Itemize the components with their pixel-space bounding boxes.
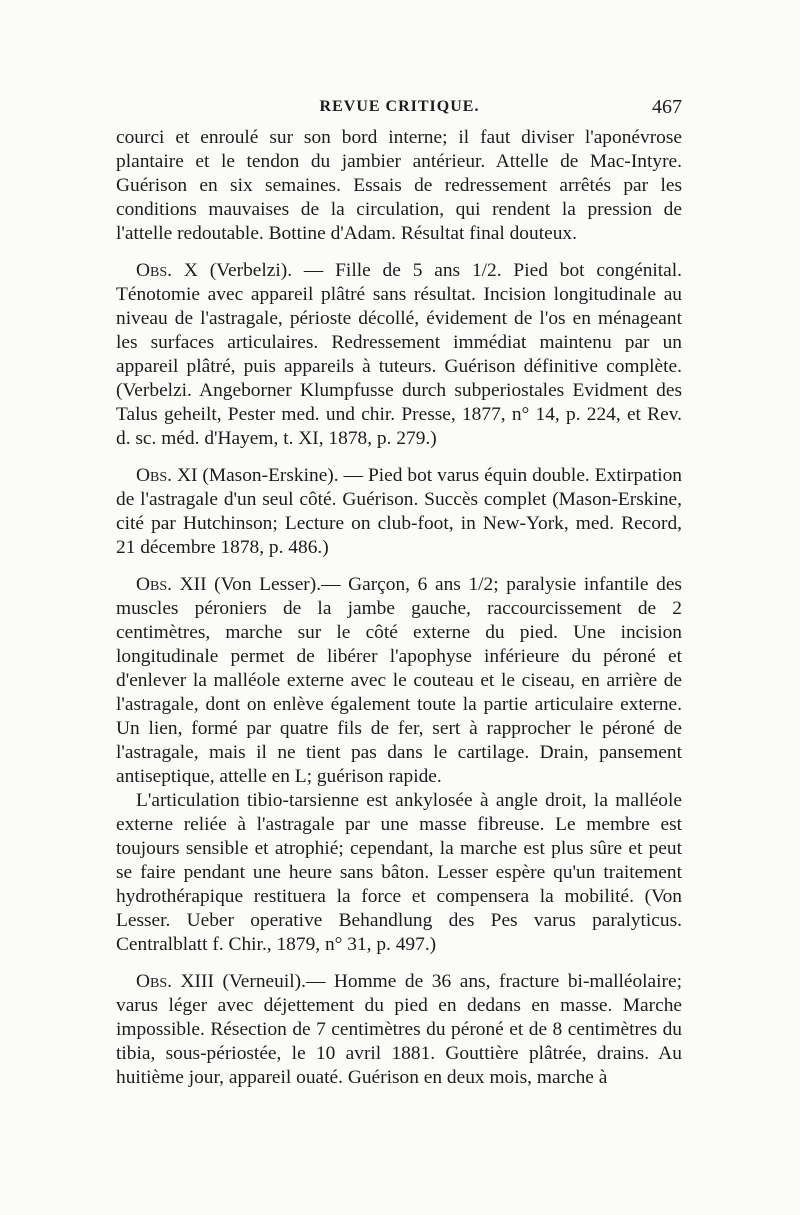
paragraph-continuation xyxy=(116,126,682,246)
paragraph-text: (Mason-Erskine). — Pied bot varus équin double. Extirpation de l'astragale d'un seul côté. Guérison. Succès complet (Mason-Erskine, cité par Hutchinson; Lecture on club-foot, in New-York, med. Record, 21 décembre 1878, p. 486.) xyxy=(116,465,682,558)
running-title: REVUE CRITIQUE. xyxy=(319,98,480,115)
observation-xii-followup xyxy=(116,789,682,957)
page-number: 467 xyxy=(652,96,682,118)
observation-x xyxy=(116,259,682,451)
observation-label: Obs. XIII xyxy=(136,971,214,992)
observation-label: Obs. XII xyxy=(136,574,207,595)
observation-xi xyxy=(116,464,682,560)
paragraph-text: L'articulation tibio-tarsienne est ankylosée à angle droit, la malléole externe reliée à l'astragale par une masse fibreuse. Le membre est toujours sensible et atrophié; cependant, la marche est plus sûre et peut se faire pendant une heure sans bâton. Lesser espère qu'un traitement hydrothérapique restituera la force et compensera la mobilité. (Von Lesser. Ueber operative Behandlung des Pes varus paralyticus. Centralblatt f. Chir., 1879, n° 31, p. 497.) xyxy=(116,790,682,955)
paragraph-text: courci et enroulé sur son bord interne; il faut diviser l'aponévrose plantaire et le tendon du jambier antérieur. Attelle de Mac-Intyre. Guérison en six semaines. Essais de redressement arrêtés par les conditions mauvaises de la circulation, qui rendent la pression de l'attelle redoutable. Bottine d'Adam. Résultat final douteux. xyxy=(116,127,682,244)
observation-label: Obs. X xyxy=(136,260,198,281)
observation-xii xyxy=(116,573,682,789)
observation-xiii xyxy=(116,970,682,1090)
page-header xyxy=(117,96,682,120)
body-text xyxy=(116,126,682,1103)
paragraph-text: (Verneuil).— Homme de 36 ans, fracture bi-malléolaire; varus léger avec déjettement du pied en dedans en masse. Marche impossible. Résection de 7 centimètres du péroné et de 8 centimètres du tibia, sous-périostée, le 10 avril 1881. Gouttière plâtrée, drains. Au huitième jour, appareil ouaté. Guérison en deux mois, marche à xyxy=(116,971,682,1088)
observation-label: Obs. XI xyxy=(136,465,198,486)
paragraph-text: (Verbelzi). — Fille de 5 ans 1/2. Pied bot congénital. Ténotomie avec appareil plâtré sans résultat. Incision longitudinale au niveau de l'astragale, périoste décollé, évidement de l'os en ménageant les surfaces articulaires. Redressement immédiat maintenu par un appareil plâtré, puis appareils à tuteurs. Guérison définitive complète. (Verbelzi. Angeborner Klumpfusse durch subperiostales Evidment des Talus geheilt, Pester med. und chir. Presse, 1877, n° 14, p. 224, et Rev. d. sc. méd. d'Hayem, t. XI, 1878, p. 279.) xyxy=(116,260,683,449)
paragraph-text: (Von Lesser).— Garçon, 6 ans 1/2; paralysie infantile des muscles péroniers de la jambe gauche, raccourcissement de 2 centimètres, marche sur le côté externe du pied. Une incision longitudinale permet de libérer l'apophyse inférieure du péroné et d'enlever la malléole externe avec le couteau et le ciseau, en arrière de l'astragale, dont on enlève également toute la partie articulaire externe. Un lien, formé par quatre fils de fer, sert à rapprocher le péroné de l'astragale, mais il ne tient pas dans le cartilage. Drain, pansement antiseptique, attelle en L; guérison rapide. xyxy=(116,574,682,787)
